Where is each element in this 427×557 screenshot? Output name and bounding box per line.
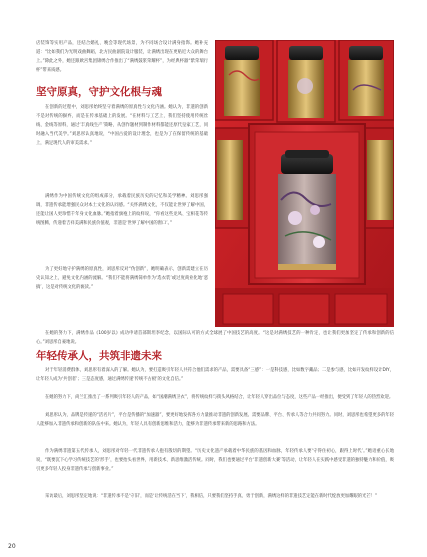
award-paragraph: 在她的努力下，满绣作品《100岁以》成功申请首部斯坦李纪念，以国际认可的方式全球展了中国技艺的高度。“这是对满绣技艺的一种肯定，也让我们更加坚定了传承和创新的信心。”刘思彤自豪地说。 xyxy=(36,331,394,345)
section2-paragraph-4: 作为满绣非遗第五代传承人，刘思彤对年轻一代非遗传承人抱有殷切的期望。“历史文化遗产承载着中华民族的基因和血脉，年轻传承人要‘守得住初心，跟得上时代’。”她语重心长地说，“既要沉下心学习传统技艺的‘形手’，也要抬头看世界，用新技术、新思维激活传统。同时，我们也要通过平台‘非遗创新大赛’等活动，让年轻人在实践中感受非遗的独特魅力和价值，吸引更多年轻人投身非遗传承与创新事业。” xyxy=(36,449,394,472)
intro-paragraph: 店装饰等实用产品，还结合婚礼、晚会等现代场景，为不同场合设计满身指饰。她补充道：“比如我们为光明戏曲舞蹈，北方民曲剧院设计服装，让满绣出现在更贴近大众的舞台上。”除此之外，她还跟欧宫集团锦绣合作推出了“满绣鼓浆荣耀杯”，为经典杯器“紫荣瑞行杯”带来质感。 xyxy=(36,41,208,73)
section1-paragraph-2: 满绣作为中国传统文化的组成部分，承载着民族历史的记忆和美学精神。刘思彤强调，非遗传承能增强民众对本土文化的认同感。“关怀满绣文化，不仅能让世界了解中国，还能让国人更珍惜千年身文化血脉。”她指着旗袍上的纹样说，“你看这些龙凤、宝相花等传统图腾，传递着吉祥美满和民族价值观，非遗是‘世界了解中国的窗口’。” xyxy=(36,194,208,226)
section2-paragraph-2: 在她的努力下，尚兰汇推出了一系列吸引年轻人的产品，如“国潮满绣卫衣”，将传统纹样与街头风格结合，让年轻人穿出品位与态度，这些产品一经推出，便受到了年轻人的热烈欢迎。 xyxy=(45,395,394,400)
section2-paragraph-5: 采访最后，刘思彤坚定地说：“非遗传承不是‘守旧’，而是‘让传统活在当下’，我相信，只要我们坚持手真、勇于创新，满绣这样的非遗技艺定能在新时代绽放更加耀眼的光芒！” xyxy=(45,494,378,499)
section1-paragraph-3: 为了更好地守护满绣的原真性，刘思彤反对“伪创新”，她明确表示，创新需建立在历史认知之上，避免文化内涵的流解。“我们不能将满绣简单作为‘选衣装’或过度商业化地‘恶搞’，这是对传统文化的亵渎。” xyxy=(36,267,208,290)
product-photo xyxy=(215,40,394,327)
section-heading-2: 年轻传承人，共筑非遗未来 xyxy=(36,350,162,362)
section1-paragraph-1: 在创新的过程中，刘思彤始终坚守着满绣的原真性与文化内涵。她认为，非遗的创新不是对传统的摒弃，而是在传承基础上的发展。“在材料与工艺上，我们坚持使用传统丝线、金线等原料，通过‘丰真线生产’策略，从创作题材到制作材料都能还原代皇家工艺，同时融入当代美学。”刘思彤认真地说，“中国古爱的设计理念，也是为了在保留传统的基础上，满足现代人的审美需求。” xyxy=(36,105,208,146)
page-number: 20 xyxy=(8,543,16,550)
section2-paragraph-1: 对于年轻消费群体，刘思彤有着深入的了解。她认为，要打造吸引年轻人共符合他们需求的产品，需要具备“三感”：一是科技感，比如数字藏品；二是参与感，比如开发纹样设计DIY，让年轻人成为‘共创者’；三是态度感，通过满绣传递‘传统不古板’的文化自信。” xyxy=(36,368,394,382)
section-heading-1: 坚守原真，守护文化根与魂 xyxy=(36,86,162,98)
section2-paragraph-3: 刘思彤认为，品牌是传递的“活名片”，平台是传播的“加速器”，要更好地发挥各方力量推动非遗的创新发展。需要品牌、平台、传承人等合力共同努力。同时，刘思彤也希望更多的年轻人能够加入非遗传承和创新的队伍中来。她认为，年轻人具有创新思维和活力，能够为非遗传承带来新的思路和方法。 xyxy=(36,413,394,427)
embroidered-tumbler-boxes-illustration xyxy=(215,40,394,327)
